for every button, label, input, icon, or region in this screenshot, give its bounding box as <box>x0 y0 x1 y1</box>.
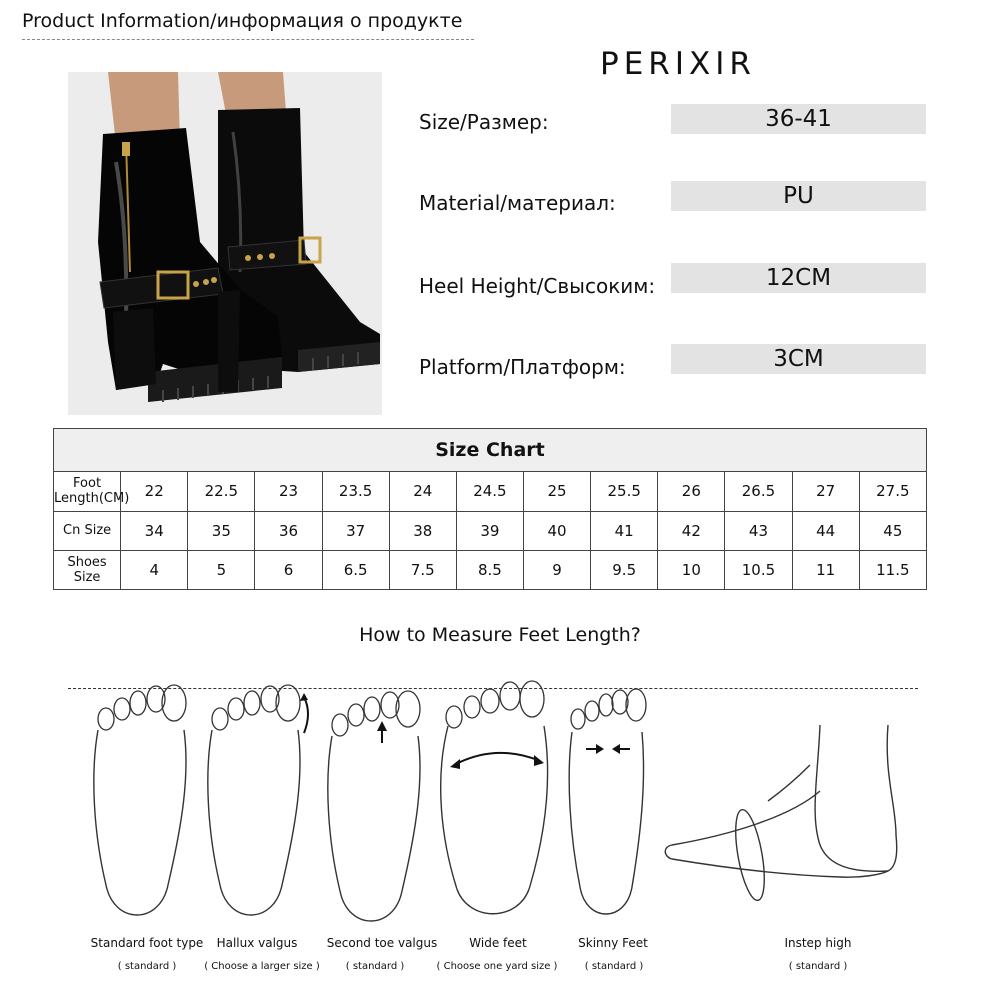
foot-label-hallux-valgus: Hallux valgus <box>216 936 298 950</box>
spec-label-platform: Platform/Платформ: <box>419 355 626 379</box>
standard-foot-icon <box>94 685 186 915</box>
skinny-feet-icon <box>569 689 646 914</box>
foot-note-wide-feet: ( Choose one yard size ) <box>436 961 558 972</box>
spec-value-material: PU <box>671 181 926 211</box>
table-cell: 6 <box>255 550 322 589</box>
size-chart-table <box>53 428 927 590</box>
foot-note-skinny-feet: ( standard ) <box>584 961 644 972</box>
row-label-cn-size: Cn Size <box>54 511 121 550</box>
table-cell: 26 <box>658 472 725 511</box>
table-cell: 43 <box>725 511 792 550</box>
table-cell: 35 <box>188 511 255 550</box>
product-image <box>68 72 382 415</box>
table-cell: 45 <box>859 511 926 550</box>
table-row <box>54 472 927 511</box>
wide-feet-icon <box>441 681 548 914</box>
foot-label-second-toe-valgus: Second toe valgus <box>326 936 438 950</box>
row-label-foot-length: Foot Length(CM) <box>54 472 121 511</box>
second-toe-valgus-foot-icon <box>328 691 420 921</box>
table-cell: 27 <box>792 472 859 511</box>
table-cell: 26.5 <box>725 472 792 511</box>
table-cell: 8.5 <box>456 550 523 589</box>
foot-label-standard: Standard foot type <box>90 936 204 950</box>
table-cell: 36 <box>255 511 322 550</box>
table-cell: 24 <box>389 472 456 511</box>
size-chart-title: Size Chart <box>54 429 927 472</box>
spec-value-heel-height: 12CM <box>671 263 926 293</box>
table-cell: 10.5 <box>725 550 792 589</box>
table-row <box>54 550 927 589</box>
foot-label-skinny-feet: Skinny Feet <box>578 936 648 950</box>
table-row <box>54 511 927 550</box>
table-cell: 5 <box>188 550 255 589</box>
table-cell: 11.5 <box>859 550 926 589</box>
table-cell: 4 <box>121 550 188 589</box>
table-cell: 27.5 <box>859 472 926 511</box>
brand-name: PERIXIR <box>600 46 756 82</box>
foot-label-instep-high: Instep high <box>784 936 852 950</box>
table-cell: 25 <box>523 472 590 511</box>
table-cell: 11 <box>792 550 859 589</box>
hallux-valgus-foot-icon <box>208 685 308 915</box>
table-cell: 22 <box>121 472 188 511</box>
table-cell: 9.5 <box>591 550 658 589</box>
table-cell: 7.5 <box>389 550 456 589</box>
table-cell: 25.5 <box>591 472 658 511</box>
measure-section-title: How to Measure Feet Length? <box>359 624 641 646</box>
table-cell: 10 <box>658 550 725 589</box>
feet-illustration <box>60 675 940 930</box>
row-label-shoes-size: Shoes Size <box>54 550 121 589</box>
spec-value-platform: 3CM <box>671 344 926 374</box>
table-cell: 40 <box>523 511 590 550</box>
table-cell: 44 <box>792 511 859 550</box>
table-cell: 38 <box>389 511 456 550</box>
table-cell: 24.5 <box>456 472 523 511</box>
table-cell: 42 <box>658 511 725 550</box>
table-cell: 23 <box>255 472 322 511</box>
table-cell: 39 <box>456 511 523 550</box>
foot-note-standard: ( standard ) <box>117 961 177 972</box>
table-cell: 34 <box>121 511 188 550</box>
foot-note-second-toe-valgus: ( standard ) <box>345 961 405 972</box>
header-divider <box>22 39 474 40</box>
table-cell: 22.5 <box>188 472 255 511</box>
foot-note-instep-high: ( standard ) <box>788 961 848 972</box>
table-cell: 37 <box>322 511 389 550</box>
instep-high-foot-icon <box>665 725 896 902</box>
spec-label-material: Material/материал: <box>419 191 616 215</box>
page-title: Product Information/информация о продукте <box>22 10 463 32</box>
table-cell: 6.5 <box>322 550 389 589</box>
spec-value-size: 36-41 <box>671 104 926 134</box>
table-cell: 41 <box>591 511 658 550</box>
table-cell: 9 <box>523 550 590 589</box>
foot-label-wide-feet: Wide feet <box>469 936 527 950</box>
spec-label-size: Size/Размер: <box>419 110 549 134</box>
foot-note-hallux-valgus: ( Choose a larger size ) <box>204 961 320 972</box>
table-cell: 23.5 <box>322 472 389 511</box>
spec-label-heel-height: Heel Height/Свысоким: <box>419 274 656 298</box>
